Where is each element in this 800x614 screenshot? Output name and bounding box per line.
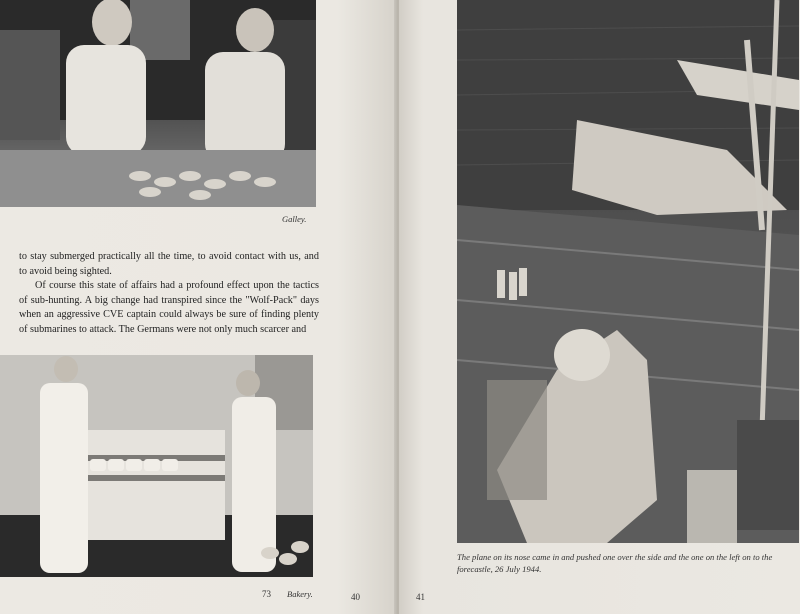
- galley-caption: Galley.: [282, 214, 307, 224]
- left-page: [0, 0, 397, 614]
- carrier-photo-caption: The plane on its nose came in and pushed one over the side and the one on the left on to the forecastle, 26 July 1944.: [457, 552, 773, 574]
- page-number-left: 40: [351, 592, 360, 602]
- carrier-deck-photo: [457, 0, 799, 543]
- bakery-photo: [0, 355, 313, 577]
- paragraph-2: Of course this state of affairs had a profound effect upon the tactics of sub-hunting. A big change had transpired since the "Wolf-Pack" days when an aggressive CVE captain could always be sure of finding plenty of submarines to attack. The Germans were not only much scarcer and: [19, 280, 319, 335]
- body-text: [19, 250, 319, 337]
- galley-photo: [0, 0, 316, 207]
- page-number-right: 41: [416, 592, 425, 602]
- bakery-caption: Bakery.: [287, 589, 313, 599]
- right-page: [399, 0, 800, 614]
- paragraph-1: to stay submerged practically all the time, to avoid contact with us, and to avoid being sighted.: [19, 251, 319, 277]
- photo-page-number: 73: [262, 589, 271, 599]
